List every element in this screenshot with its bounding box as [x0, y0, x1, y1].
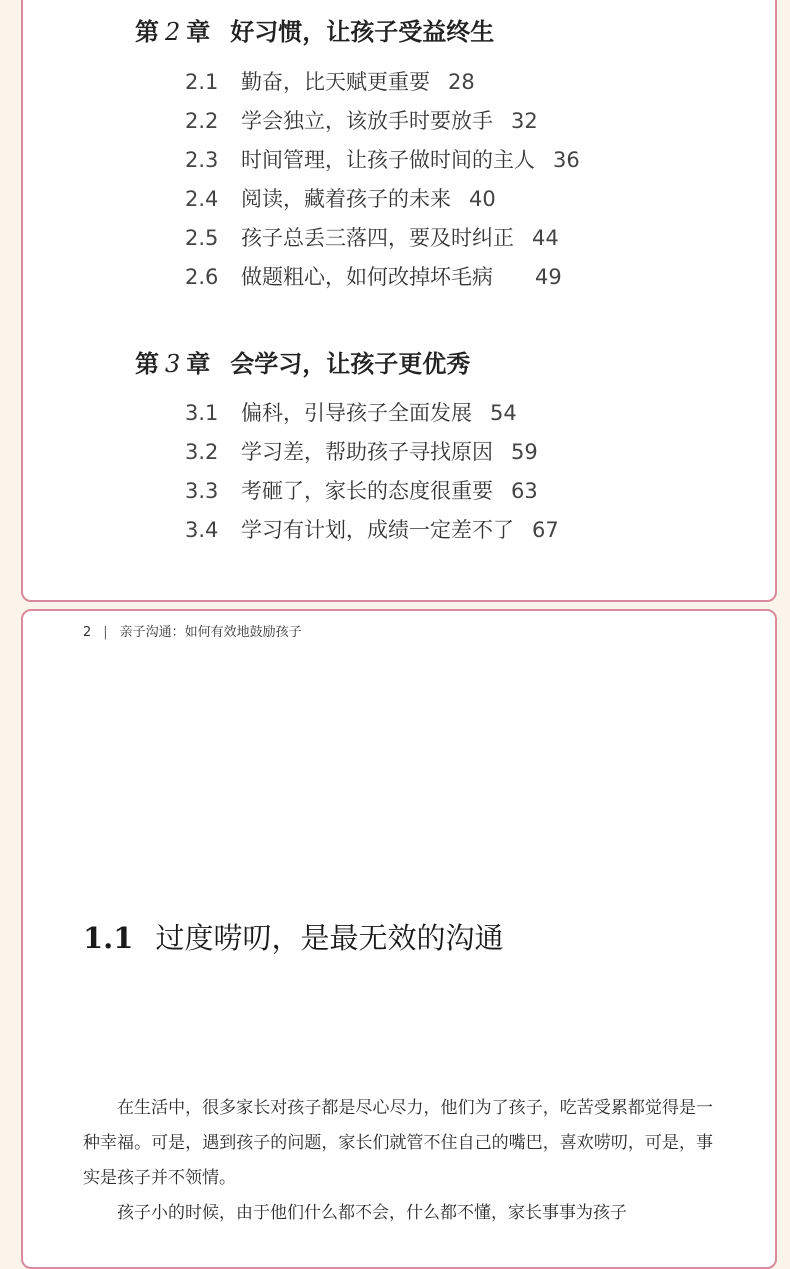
toc-item: 2.5 孩子总丢三落四，要及时纠正 44 [185, 226, 559, 250]
chapter-number: 第 2 章 [135, 17, 211, 46]
body-text [83, 1091, 713, 1231]
paragraph: 在生活中，很多家长对孩子都是尽心尽力，他们为了孩子，吃苦受累都觉得是一种幸福。可是，遇到孩子的问题，家长们就管不住自己的嘴巴，喜欢唠叨，可是，事实是孩子并不领情。 [83, 1098, 713, 1188]
chapter-heading-3 [135, 344, 470, 379]
toc-item: 3.4 学习有计划，成绩一定差不了 67 [185, 518, 559, 542]
section-number: 1.1 [83, 921, 134, 955]
toc-item: 3.2 学习差，帮助孩子寻找原因 59 [185, 440, 538, 464]
section-title: 过度唠叨，是最无效的沟通 [155, 921, 504, 955]
toc-item: 2.4 阅读，藏着孩子的未来 40 [185, 187, 496, 211]
chapter-title: 好习惯，让孩子受益终生 [230, 17, 495, 46]
chapter-number: 第 3 章 [135, 349, 211, 378]
book-title: 亲子沟通：如何有效地鼓励孩子 [119, 625, 302, 640]
section-heading [83, 916, 503, 957]
toc-item: 2.3 时间管理，让孩子做时间的主人 36 [185, 148, 580, 172]
toc-item: 3.1 偏科，引导孩子全面发展 54 [185, 401, 517, 425]
toc-item: 3.3 考砸了，家长的态度很重要 63 [185, 479, 538, 503]
page-number: 2 [83, 625, 92, 640]
running-header [83, 621, 302, 640]
toc-item: 2.1 勤奋，比天赋更重要 28 [185, 70, 475, 94]
toc-page [21, 0, 777, 602]
toc-item: 2.2 学会独立，该放手时要放手 32 [185, 109, 538, 133]
chapter-title: 会学习，让孩子更优秀 [230, 349, 471, 378]
chapter-heading-2 [135, 12, 494, 47]
toc-item: 2.6 做题粗心，如何改掉坏毛病 49 [185, 265, 562, 289]
header-separator: | [103, 625, 108, 640]
paragraph: 孩子小的时候，由于他们什么都不会，什么都不懂，家长事事为孩子 [117, 1203, 627, 1223]
book-page [21, 609, 777, 1269]
